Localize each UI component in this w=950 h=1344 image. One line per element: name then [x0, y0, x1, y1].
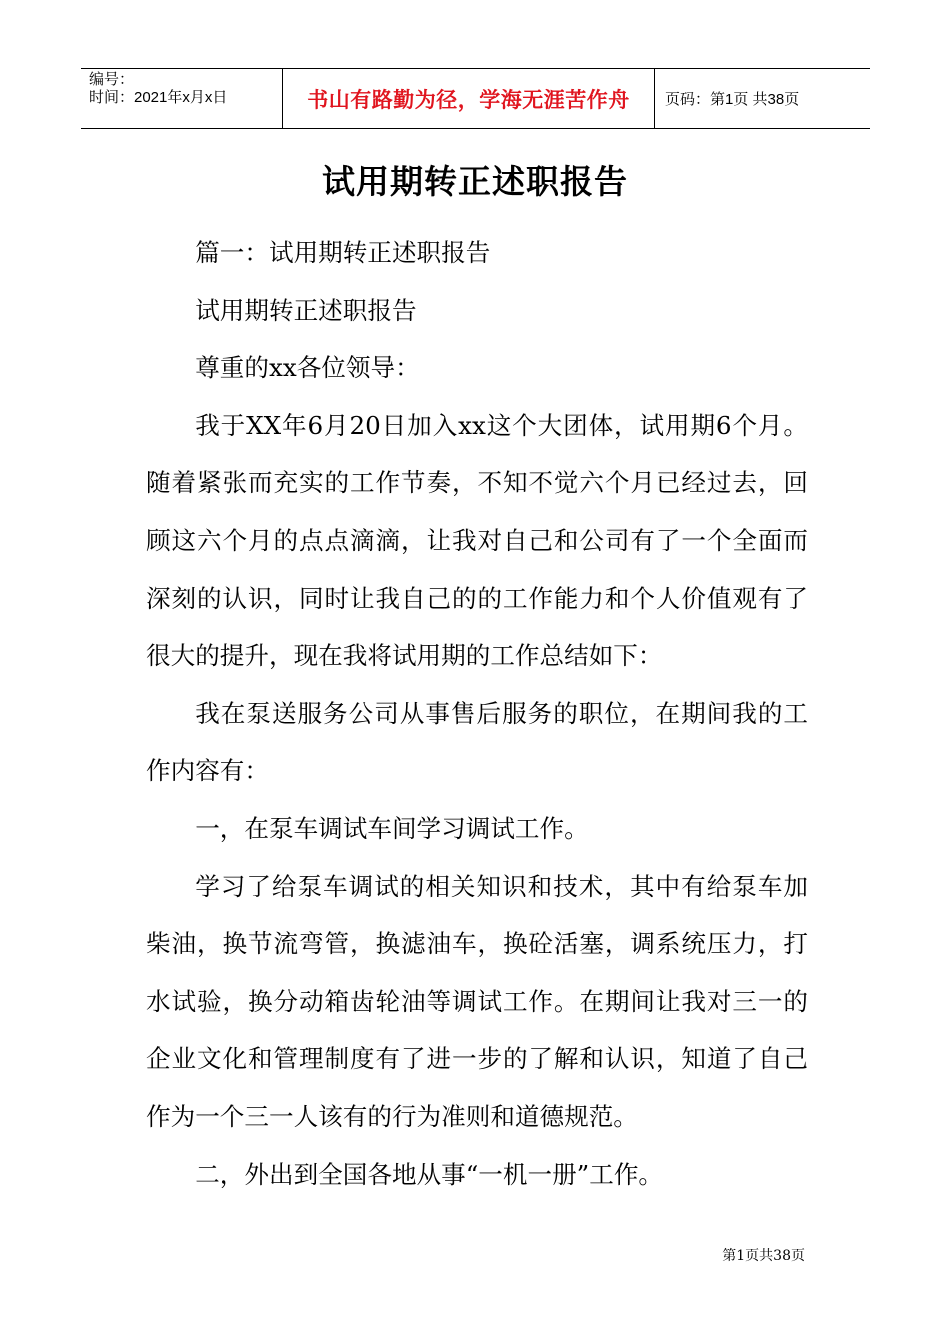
document-body — [146, 224, 808, 1203]
paragraph: 二，外出到全国各地从事“一机一册”工作。 — [195, 1159, 664, 1189]
paragraph: 试用期转正述职报告 — [195, 295, 417, 325]
document-title: 试用期转正述职报告 — [322, 162, 628, 201]
number-label: 编号： — [89, 71, 135, 88]
paragraph: 学习了给泵车调试的相关知识和技术，其中有给泵车加柴油，换节流弯管，换滤油车，换砼活塞，调系统压力，打水试验，换分动箱齿轮油等调试工作。在期间让我对三一的企业文化和管理制度有了进一步的了解和认识，知道了自己作为一个三一人该有的行为准则和道德规范。 — [146, 871, 808, 1131]
paragraph: 篇一：试用期转正述职报告 — [195, 238, 491, 267]
page-header — [81, 68, 870, 129]
header-meta — [81, 69, 282, 128]
paragraph: 我于XX年6月20日加入xx这个大团体，试用期6个月。随着紧张而充实的工作节奏，不知不觉六个月已经过去，回顾这六个月的点点滴滴，让我对自己和公司有了一个全面而深刻的认识，同时让我自己的的工作能力和个人价值观有了很大的提升，现在我将试用期的工作总结如下： — [146, 410, 808, 671]
page-footer: 第1页共38页 — [722, 1248, 805, 1264]
paragraph: 尊重的xx各位领导： — [195, 353, 420, 383]
paragraph: 一，在泵车调试车间学习调试工作。 — [195, 813, 589, 843]
paragraph: 我在泵送服务公司从事售后服务的职位，在期间我的工作内容有： — [146, 698, 808, 786]
time-label: 时间：2021年x月x日 — [89, 89, 228, 106]
header-motto: 书山有路勤为径，学海无涯苦作舟 — [282, 69, 655, 128]
header-page-info: 页码：第1页 共38页 — [665, 91, 800, 108]
